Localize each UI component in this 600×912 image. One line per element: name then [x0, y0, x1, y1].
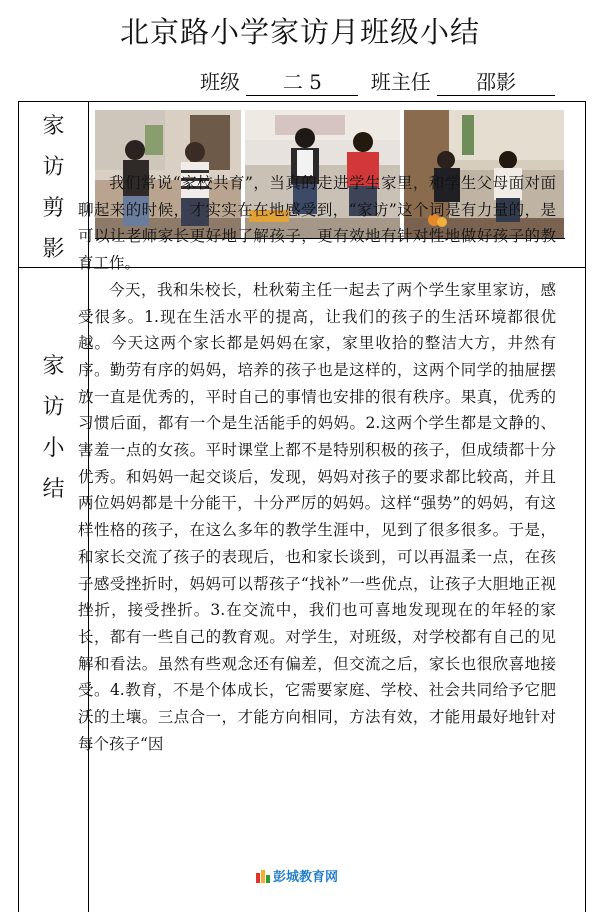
summary-section-label: 家 访 小 结: [42, 354, 65, 502]
summary-paragraph-2: 今天，我和朱校长，杜秋菊主任一起去了两个学生家里家访，感受很多。1.现在生活水平的提高，让我们的孩子的生活环境都很优越。今天这两个家长都是妈妈在家，家里收拾的整洁大方，井然有序。勤劳有序的妈妈，培养的孩子也是这样的，这两个同学的抽屉摆放一直是优秀的，平时自己的事情也安排的很有秩序。果真，优秀的习惯后面，都有一个是生活能手的妈妈。2.这两个学生都是文静的、害羞一点的女孩。平时课堂上都不是特别积极的孩子，但成绩都十分优秀。和妈妈一起交谈后，发现，妈妈对孩子的要求都比较高，并且两位妈妈都是十分能干，十分严厉的妈妈。这样“强势”的妈妈，有这样性格的孩子，在这么多年的教学生涯中，见到了很多很多。于是，和家长交流了孩子的表现后，也和家长谈到，可以再温柔一点，在孩子感受挫折时，妈妈可以帮孩子“找补”一些优点，让孩子大胆地正视挫折，接受挫折。3.在交流中，我们也可喜地发现现在的年轻的家长，都有一些自己的教育观。对学生，对班级，对学校都有自己的见解和看法。虽然有些观念还有偏差，但交流之后，家长也很欣喜地接受。4.教育，不是个体成长，它需要家庭、学校、社会共同给予它肥沃的土壤。三点合一，才能方向相同，方法有效，才能用最好地针对每个孩子“因: [78, 280, 556, 753]
watermark-text: 彭城教育网: [273, 870, 339, 885]
class-label: 班级: [200, 70, 240, 94]
teacher-label: 班主任: [370, 70, 431, 94]
site-watermark: [252, 865, 342, 886]
page-title: 北京路小学家访月班级小结: [119, 15, 480, 49]
teacher-value: 邵影: [437, 66, 555, 96]
header-meta: [200, 66, 555, 96]
class-value: 二 5: [246, 66, 358, 96]
photo-section-label: 家 访 剪 影: [42, 114, 65, 262]
summary-text: [78, 170, 556, 757]
site-logo-icon: [256, 869, 270, 883]
summary-paragraph-1: 我们常说“家校共育”，当真的走进学生家里，和学生父母面对面聊起来的时候，才实实在在地感受到，“家访”这个词是有力量的，是可以让老师家长更好地了解孩子，更有效地有针对性地做好孩子的教育工作。: [78, 174, 556, 273]
